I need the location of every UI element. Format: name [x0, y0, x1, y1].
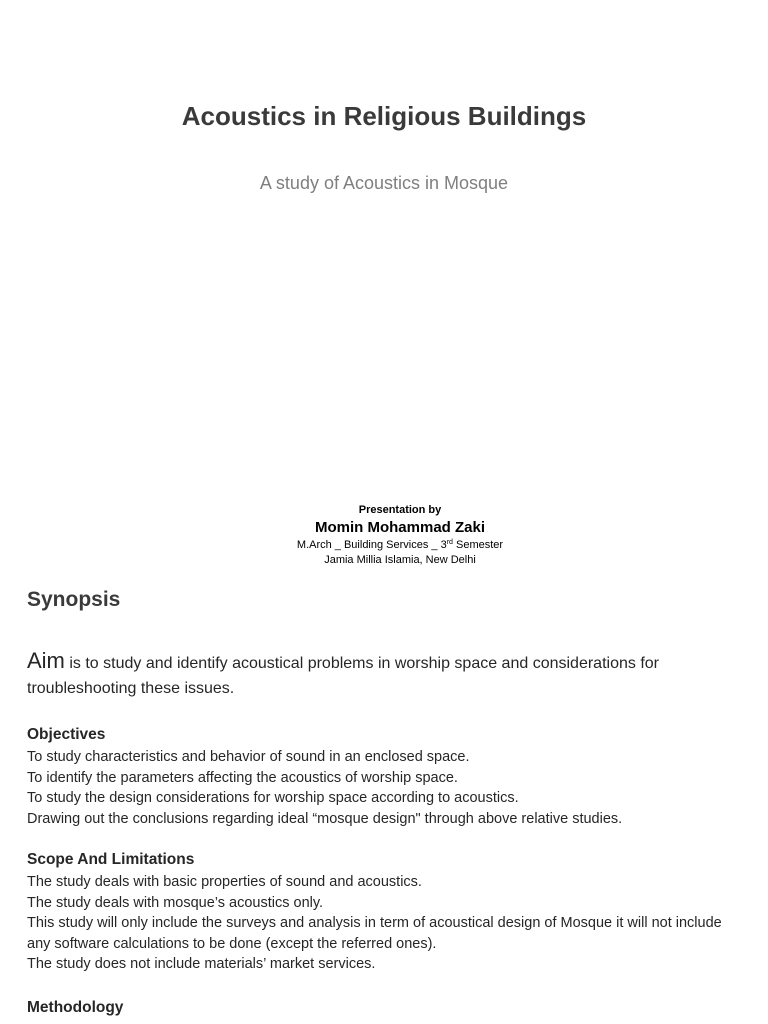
- scope-heading: Scope And Limitations: [27, 851, 195, 868]
- list-item: This study will only include the surveys and analysis in term of acoustical design of Mosque it will not include any software calculations to be done (except the referred ones).: [27, 915, 722, 952]
- list-item: To study the design considerations for worship space according to acoustics.: [27, 790, 519, 806]
- program-line: [190, 538, 610, 553]
- presented-by-label: Presentation by: [358, 504, 442, 516]
- list-item: Drawing out the conclusions regarding ideal “mosque design" through above relative studies.: [27, 810, 623, 827]
- methodology-heading: Methodology: [27, 999, 124, 1016]
- synopsis-slide: [0, 576, 768, 1024]
- aim-text: is to study and identify acoustical problems in worship space and considerations for troubleshooting these issues.: [27, 655, 659, 697]
- aim-word: Aim: [27, 648, 65, 673]
- list-item: The study does not include materials’ market services.: [27, 956, 376, 972]
- presenter-block: [190, 503, 610, 568]
- program-prefix: M.Arch _ Building Services _ 3: [296, 539, 447, 551]
- program-suffix: Semester: [452, 539, 504, 551]
- presenter-name: Momin Mohammad Zaki: [314, 519, 486, 536]
- synopsis-heading: Synopsis: [27, 588, 121, 611]
- list-item: The study deals with basic properties of sound and acoustics.: [27, 874, 422, 890]
- list-item: To study characteristics and behavior of sound in an enclosed space.: [27, 749, 470, 765]
- aim-paragraph: [27, 648, 747, 701]
- scope-list: [27, 872, 747, 975]
- program-ordinal: rd: [446, 539, 453, 546]
- institution-line: Jamia Millia Islamia, New Delhi: [324, 554, 476, 566]
- slide-subtitle: A study of Acoustics in Mosque: [259, 173, 509, 193]
- list-item: To identify the parameters affecting the acoustics of worship space.: [27, 769, 458, 786]
- objectives-heading: Objectives: [27, 726, 106, 743]
- slide-title: Acoustics in Religious Buildings: [181, 101, 587, 131]
- objectives-list: [27, 747, 747, 829]
- list-item: The study deals with mosque’s acoustics only.: [27, 894, 324, 911]
